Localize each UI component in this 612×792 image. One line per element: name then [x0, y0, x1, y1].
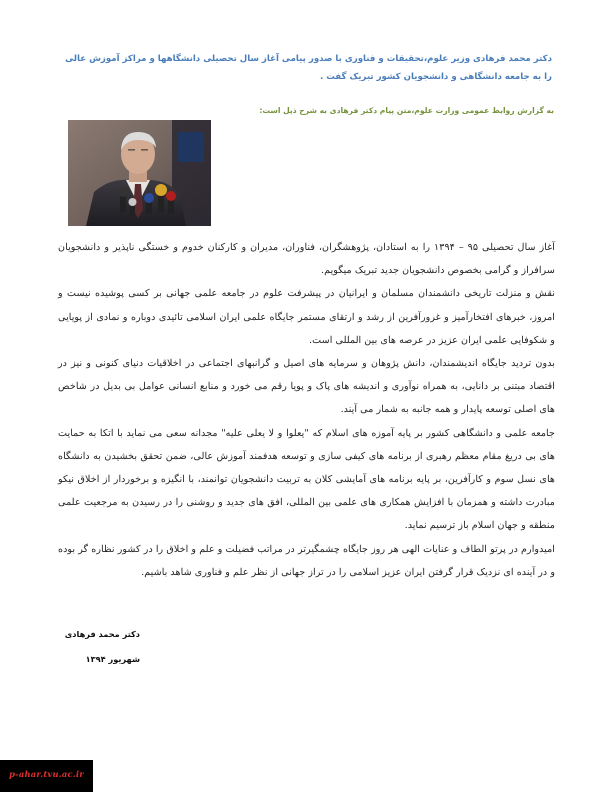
body-paragraph: نقش و منزلت تاریخی دانشمندان مسلمان و ایرانیان در پیشرفت علوم در جامعه علمی جهانی بر کسی پوشیده نیست و امروز، خبرهای افتخارآمیز و غرورآفرین از رشد و ارتقای مستمر جایگاه علمی ایران اسلامی تائیدی دوباره و نمادی از پویایی و شکوفایی علمی ایران عزیز در عرصه های بین المللی است. [58, 288, 555, 346]
body-paragraph: امیدوارم در پرتو الطاف و عنایات الهی هر روز جایگاه چشمگیرتر در مراتب فضیلت و علم و اخلاق را در کشور نظاره گر بوده و در آینده ای نزدیک قرار گرفتن ایران عزیز اسلامی را در تراز جهانی از نظر علم و فناوری شاهد باشیم. [58, 543, 555, 578]
message-body [58, 236, 555, 584]
site-watermark: p-ahar.tvu.ac.ir [0, 760, 93, 792]
body-paragraph: آغاز سال تحصیلی ۹۵ – ۱۳۹۴ را به استادان، پژوهشگران، فناوران، مدیران و کارکنان خدوم و خستگی ناپذیر و دانشجویان سرافراز و گرامی بخصوص دانشجویان جدید تبریک میگویم. [58, 242, 555, 277]
news-headline: دکتر محمد فرهادی وزیر علوم،تحقیقات و فناوری با صدور پیامی آغاز سال تحصیلی دانشگاهها و مراکز آموزش عالی را به جامعه دانشگاهی و دانشجویان کشور تبریک گفت . [65, 54, 552, 82]
signature-name: دکتر محمد فرهادی [64, 629, 140, 639]
body-paragraph: جامعه علمی و دانشگاهی کشور بر پایه آموزه های اسلام که "یعلوا و لا یعلی علیه" مجدانه سعی می نماید با اتکا به حمایت های بی دریغ مقام معظم رهبری از برنامه های کیفی سازی و توسعه هدفمند آموزش عالی، ضمن تحقق بخشیدن به دانشگاه های نسل سوم و کارآفرین، بر پایه برنامه های آمایشی کلان به تربیت دانشجویان توانمند، با انگیزه و برخوردار از اخلاق نیکو مبادرت داشته و همزمان با افزایش همکاری های علمی بین المللی، افق های جدید و روشنی را در رسیدن به مرجعیت علمی منطقه و جهان اسلام باز ترسیم نماید. [58, 427, 555, 532]
minister-photo [68, 120, 211, 226]
signature-date: شهریور ۱۳۹۴ [85, 654, 140, 664]
signature-block [40, 622, 140, 672]
news-intro: به گزارش روابط عمومی وزارت علوم،متن پیام دکتر فرهادی به شرح ذیل است: [259, 106, 554, 115]
body-paragraph: بدون تردید جایگاه اندیشمندان، دانش پژوهان و سرمایه های اصیل و گرانبهای اجتماعی در اخلاقیات دنیای کنونی و نیز در اقتصاد مبتنی بر دانایی، به همراه نوآوری و اندیشه های پاک و پویا رقم می خورد و منابع انسانی عوامل بی بدیل در شاخص های اصلی توسعه پایدار و همه جانبه به شمار می آیند. [58, 358, 555, 416]
minister-photo-icon [68, 120, 211, 226]
